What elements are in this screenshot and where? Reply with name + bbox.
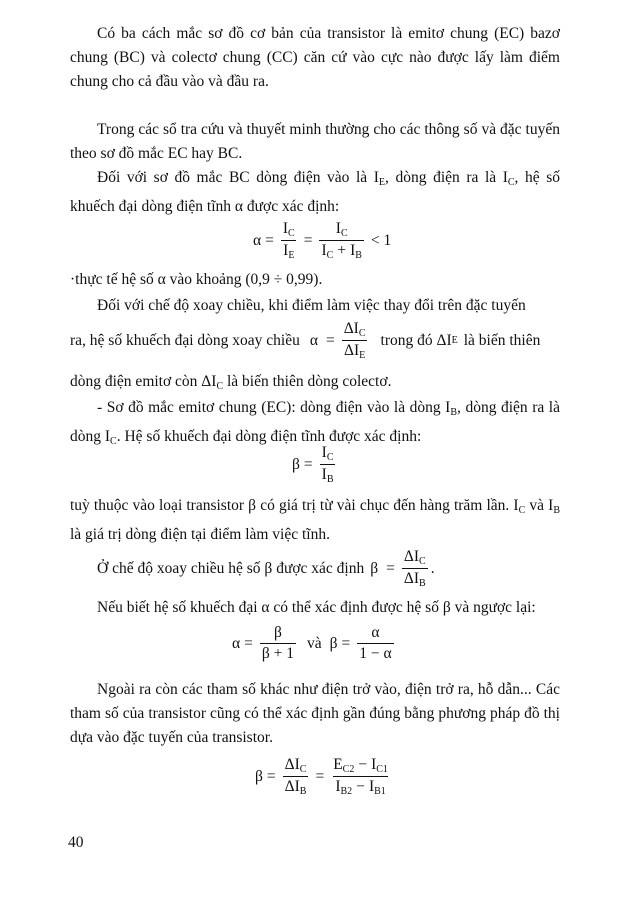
paragraph-2: Trong các sổ tra cứu và thuyết minh thường cho các thông số và đặc tuyến theo sơ đồ mắc EC hay BC. — [70, 121, 560, 162]
paragraph-3: Đối với sơ đồ mắc BC dòng điện vào là $I_E$, dòng điện ra là $I_C$, hệ số khuếch đại dòng điện tĩnh α được xác định: — [70, 169, 560, 215]
formula-beta-graphical: β = $\frac{\Delta I_C}{\Delta I_B}$ = $\frac{E_{C2} - I_{C1}}{I_{B2} - I_{B1}}$ — [255, 756, 388, 797]
paragraph-4: ·thực tế hệ số α vào khoảng (0,9 ÷ 0,99). — [70, 271, 323, 288]
paragraph-6: dòng điện emitơ còn $\Delta I_C$ là biến thiên dòng colectơ. — [70, 373, 392, 392]
formula-alpha-beta-relation: α = $\frac{\beta}{\beta + 1}$ và β = $\frac{\alpha}{1 - \alpha}$ — [232, 624, 392, 662]
paragraph-7: - Sơ đồ mắc emitơ chung (EC): dòng điện vào là dòng $I_B$, dòng điện ra là dòng $I_C$. Hệ số khuếch đại dòng điện tĩnh được xác định: — [70, 399, 560, 447]
formula-alpha-static: α = $\frac{I_C}{I_E}$ = $\frac{I_C}{I_C + I_B}$ < 1 — [253, 220, 392, 261]
paragraph-8: tuỳ thuộc vào loại transistor β có giá trị từ vài chục đến hàng trăm lần. $I_C$ và $I_B$ là giá trị dòng điện tại điểm làm việc tĩnh. — [70, 497, 560, 543]
paragraph-11: Ngoài ra còn các tham số khác như điện trở vào, điện trở ra, hỗ dẫn... Các tham số của transistor cũng có thể xác định gần đúng bằng phương pháp đồ thị dựa vào đặc tuyến của transistor. — [70, 681, 560, 746]
paragraph-9: Ở chế độ xoay chiều hệ số β được xác định β = $\frac{\Delta I_C}{\Delta I_B}$ . — [97, 548, 435, 589]
page-number: 40 — [68, 834, 84, 851]
paragraph-10: Nếu biết hệ số khuếch đại α có thể xác định được hệ số β và ngược lại: — [97, 599, 536, 616]
paragraph-5: Đối với chế độ xoay chiều, khi điểm làm việc thay đổi trên đặc tuyến — [97, 297, 526, 314]
formula-beta-static: β = $\frac{I_C}{I_B}$ — [292, 444, 334, 485]
paragraph-5-formula-row: ra, hệ số khuếch đại dòng xoay chiều α = $\frac{\Delta I_C}{\Delta I_E}$ trong đó ΔI E là biến thiên — [70, 320, 541, 361]
paragraph-1: Có ba cách mắc sơ đồ cơ bản của transistor là emitơ chung (EC) bazơ chung (BC) và colectơ chung (CC) căn cứ vào cực nào được lấy làm điểm chung cho cả đầu vào và đầu ra. — [70, 25, 560, 90]
